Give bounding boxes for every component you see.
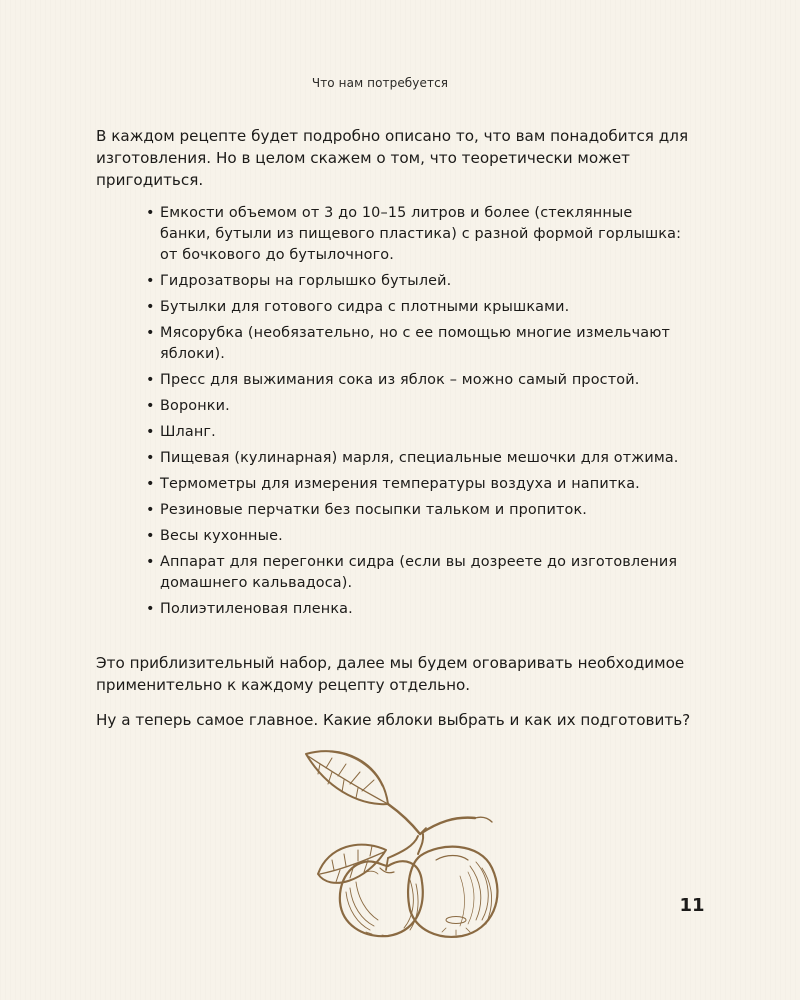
list-item-text: Воронки. xyxy=(160,398,230,414)
bullet-icon: • xyxy=(146,299,155,315)
apples-branch-icon xyxy=(270,742,520,942)
apple-icon xyxy=(408,847,497,937)
closing-question: Ну а теперь самое главное. Какие яблоки выбрать и как их подготовить? xyxy=(96,711,691,729)
list-item xyxy=(146,323,686,365)
list-item-text: Мясорубка (необязательно, но с ее помощью многие измельчают яблоки). xyxy=(160,325,670,362)
list-item-text: Гидрозатворы на горлышко бутылей. xyxy=(160,273,452,289)
leaf-icon xyxy=(306,751,388,804)
list-item xyxy=(146,396,686,417)
list-item xyxy=(146,448,686,469)
list-item-text: Аппарат для перегонки сидра (если вы дозреете до изготовления домашнего кальвадоса). xyxy=(160,554,678,591)
bullet-icon: • xyxy=(146,528,155,544)
list-item-text: Полиэтиленовая пленка. xyxy=(160,601,353,617)
running-head: Что нам потребуется xyxy=(311,76,449,90)
bullet-icon: • xyxy=(146,476,155,492)
list-item xyxy=(146,297,686,318)
leaf-icon xyxy=(318,845,386,883)
bullet-icon: • xyxy=(146,450,155,466)
intro-paragraph: В каждом рецепте будет подробно описано то, что вам понадобится для изготовления. Но в целом скажем о том, что теоретически может пригодиться. xyxy=(96,127,689,189)
list-item xyxy=(146,526,686,547)
outro-paragraph: Это приблизительный набор, далее мы будем оговаривать необходимое применительно к каждому рецепту отдельно. xyxy=(96,654,685,694)
bullet-icon: • xyxy=(146,205,155,221)
list-item xyxy=(146,370,686,391)
list-item xyxy=(146,500,686,521)
bullet-icon: • xyxy=(146,398,155,414)
list-item xyxy=(146,271,686,292)
list-item xyxy=(146,203,686,266)
equipment-list xyxy=(146,203,686,625)
list-item-text: Пресс для выжимания сока из яблок – можно самый простой. xyxy=(160,372,640,388)
list-item xyxy=(146,599,686,620)
bullet-icon: • xyxy=(146,554,155,570)
list-item xyxy=(146,422,686,443)
list-item xyxy=(146,474,686,495)
bullet-icon: • xyxy=(146,424,155,440)
bullet-icon: • xyxy=(146,502,155,518)
list-item-text: Пищевая (кулинарная) марля, специальные мешочки для отжима. xyxy=(160,450,679,466)
list-item-text: Емкости объемом от 3 до 10–15 литров и более (стеклянные банки, бутыли из пищевого пластика) с разной формой горлышка: от бочкового до бутылочного. xyxy=(160,205,682,263)
list-item-text: Термометры для измерения температуры воздуха и напитка. xyxy=(160,476,640,492)
bullet-icon: • xyxy=(146,601,155,617)
list-item xyxy=(146,552,686,594)
list-item-text: Шланг. xyxy=(160,424,216,440)
bullet-icon: • xyxy=(146,325,155,341)
list-item-text: Бутылки для готового сидра с плотными крышками. xyxy=(160,299,570,315)
page-number: 11 xyxy=(679,895,705,916)
bullet-icon: • xyxy=(146,372,155,388)
list-item-text: Резиновые перчатки без посыпки тальком и пропиток. xyxy=(160,502,588,518)
bullet-icon: • xyxy=(146,273,155,289)
list-item-text: Весы кухонные. xyxy=(160,528,283,544)
